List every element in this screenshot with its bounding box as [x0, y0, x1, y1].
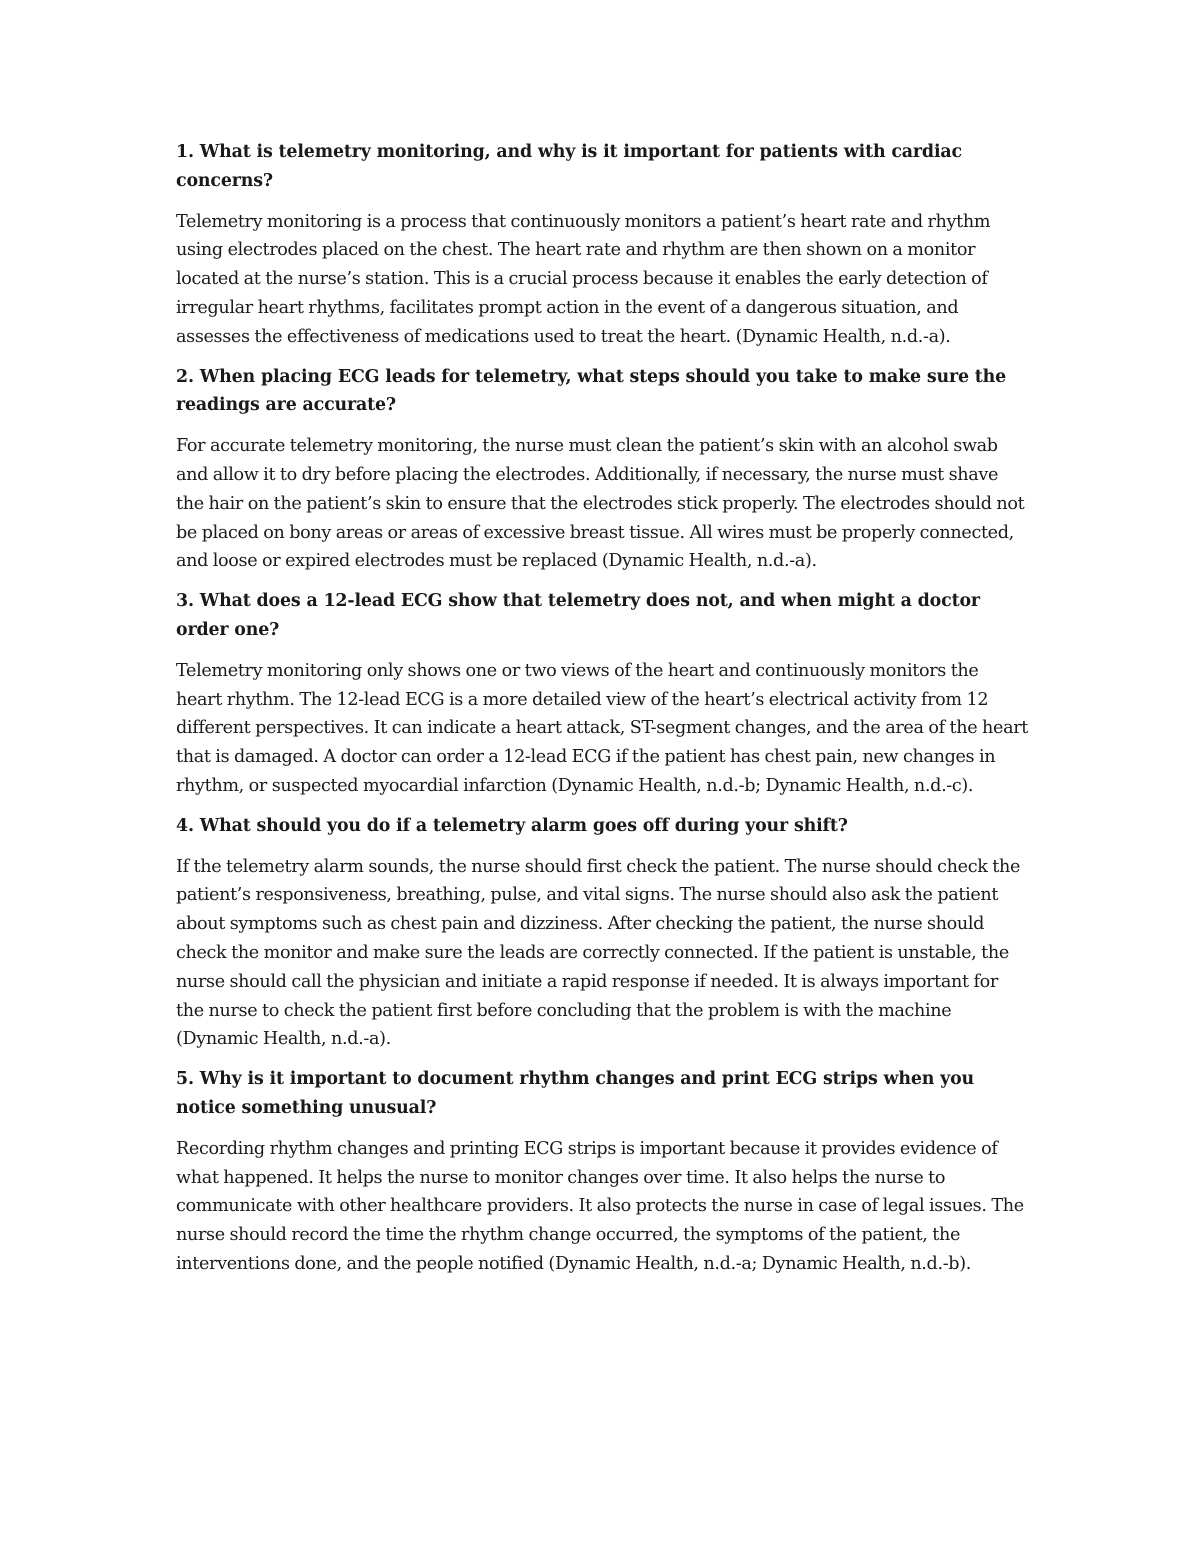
answer-paragraph: Telemetry monitoring is a process that continuously monitors a patient’s heart rate and rhythm using electrodes placed on the chest. The heart rate and rhythm are then shown on a monitor located at the nurse’s station. This is a crucial process because it enables the early detection of irregular heart rhythms, facilitates prompt action in the event of a dangerous situation, and assesses the effectiveness of medications used to treat the heart. (Dynamic Health, n.d.-a). — [176, 211, 991, 347]
question-heading: 5. Why is it important to document rhythm changes and print ECG strips when you notice something unusual? — [176, 1069, 975, 1118]
question-heading: 1. What is telemetry monitoring, and why is it important for patients with cardiac concerns? — [176, 142, 962, 191]
question-heading: 3. What does a 12-lead ECG show that telemetry does not, and when might a doctor order one? — [176, 591, 980, 640]
qa-section-3 — [176, 587, 1028, 801]
qa-section-5 — [176, 1065, 1028, 1279]
answer-paragraph: Recording rhythm changes and printing ECG strips is important because it provides evidence of what happened. It helps the nurse to monitor changes over time. It also helps the nurse to communicate with other healthcare providers. It also protects the nurse in case of legal issues. The nurse should record the time the rhythm change occurred, the symptoms of the patient, the interventions done, and the people notified (Dynamic Health, n.d.-a; Dynamic Health, n.d.-b). — [176, 1138, 1024, 1274]
answer-paragraph: For accurate telemetry monitoring, the nurse must clean the patient’s skin with an alcohol swab and allow it to dry before placing the electrodes. Additionally, if necessary, the nurse must shave the hair on the patient’s skin to ensure that the electrodes stick properly. The electrodes should not be placed on bony areas or areas of excessive breast tissue. All wires must be properly connected, and loose or expired electrodes must be replaced (Dynamic Health, n.d.-a). — [176, 436, 1025, 572]
question-heading: 2. When placing ECG leads for telemetry, what steps should you take to make sure the readings are accurate? — [176, 366, 1007, 416]
qa-section-1 — [176, 138, 1028, 352]
question-heading: 4. What should you do if a telemetry alarm goes off during your shift? — [176, 815, 848, 836]
qa-section-2 — [176, 363, 1028, 577]
qa-section-4 — [176, 812, 1028, 1054]
answer-paragraph: Telemetry monitoring only shows one or two views of the heart and continuously monitors the heart rhythm. The 12-lead ECG is a more detailed view of the heart’s electrical activity from 12 different perspectives. It can indicate a heart attack, ST-segment changes, and the area of the heart that is damaged. A doctor can order a 12-lead ECG if the patient has chest pain, new changes in rhythm, or suspected myocardial infarction (Dynamic Health, n.d.-b; Dynamic Health, n.d.-c). — [176, 660, 1028, 796]
answer-paragraph: If the telemetry alarm sounds, the nurse should first check the patient. The nurse should check the patient’s responsiveness, breathing, pulse, and vital signs. The nurse should also ask the patient about symptoms such as chest pain and dizziness. After checking the patient, the nurse should check the monitor and make sure the leads are correctly connected. If the patient is unstable, the nurse should call the physician and initiate a rapid response if needed. It is always important for the nurse to check the patient first before concluding that the problem is with the machine (Dynamic Health, n.d.-a). — [176, 856, 1021, 1050]
document-body — [176, 138, 1028, 1290]
